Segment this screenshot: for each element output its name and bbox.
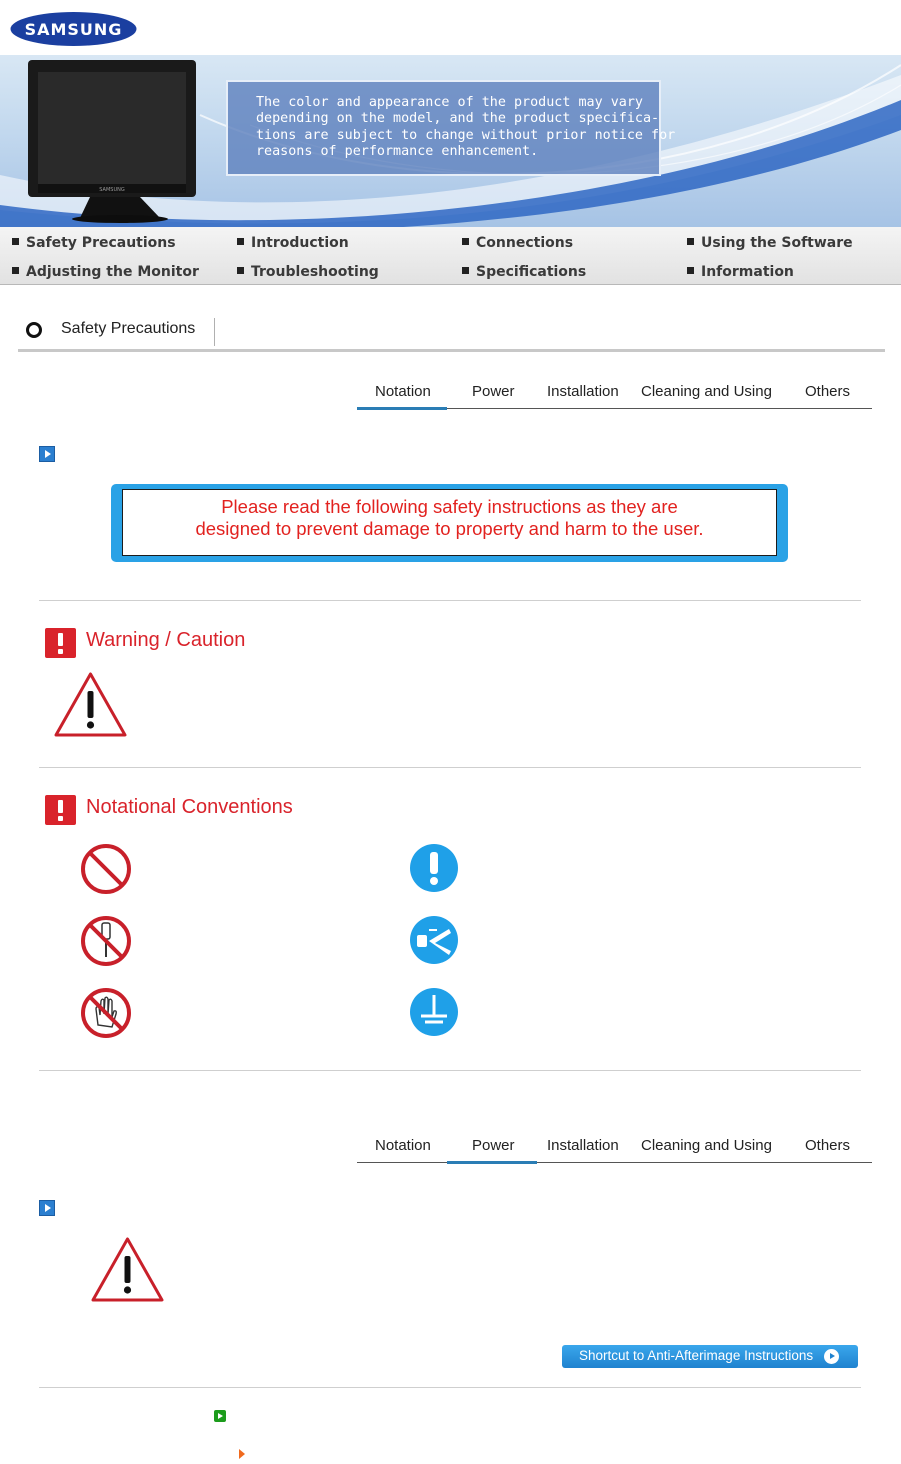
tab-power[interactable]: Power <box>472 383 515 400</box>
bullet-icon <box>237 238 244 245</box>
divider <box>39 1387 861 1388</box>
tab-installation[interactable]: Installation <box>547 1137 619 1154</box>
nav-specifications[interactable]: Specifications <box>462 264 586 280</box>
bullet-icon <box>237 267 244 274</box>
prohibited-icon <box>80 843 132 895</box>
section-tabs-notation <box>357 379 872 409</box>
divider <box>39 767 861 768</box>
nav-introduction[interactable]: Introduction <box>237 235 349 251</box>
bullet-icon <box>462 267 469 274</box>
anti-afterimage-shortcut-button[interactable]: Shortcut to Anti-Afterimage Instructions <box>562 1345 858 1368</box>
do-not-disassemble-icon <box>80 915 132 967</box>
notational-conventions-heading: Notational Conventions <box>45 795 365 825</box>
active-tab-indicator <box>447 1161 537 1164</box>
divider <box>39 1070 861 1071</box>
nav-connections[interactable]: Connections <box>462 235 573 251</box>
nav-using-the-software[interactable]: Using the Software <box>687 235 853 251</box>
header-divider <box>214 318 215 346</box>
nav-adjusting-the-monitor[interactable]: Adjusting the Monitor <box>12 264 199 280</box>
section-tabs-power <box>357 1133 872 1163</box>
tab-notation[interactable]: Notation <box>375 1137 431 1154</box>
bullet-icon <box>687 267 694 274</box>
active-tab-indicator <box>357 407 447 410</box>
warning-caution-heading: Warning / Caution <box>45 628 345 658</box>
monitor-image <box>20 58 205 223</box>
tab-others[interactable]: Others <box>805 383 851 400</box>
divider <box>39 600 861 601</box>
svg-text:SAMSUNG: SAMSUNG <box>99 187 125 193</box>
important-exclamation-icon <box>409 843 459 893</box>
product-notice: The color and appearance of the product may vary depending on the model, and the product specifica- tions are subject to change without prior notice for reasons of performance enhancement. <box>226 80 661 176</box>
circle-bullet-icon <box>26 322 42 338</box>
orange-arrow-icon <box>239 1449 245 1459</box>
nav-information[interactable]: Information <box>687 264 794 280</box>
tab-notation[interactable]: Notation <box>375 383 431 400</box>
bullet-icon <box>12 267 19 274</box>
nav-troubleshooting[interactable]: Troubleshooting <box>237 264 379 280</box>
tab-cleaning-and-using[interactable]: Cleaning and Using <box>641 1137 772 1154</box>
samsung-logo <box>8 8 139 48</box>
tab-cleaning-and-using[interactable]: Cleaning and Using <box>641 383 772 400</box>
bullet-icon <box>462 238 469 245</box>
section-arrow-icon <box>39 1200 55 1216</box>
main-nav <box>0 227 901 285</box>
ground-icon <box>409 987 459 1037</box>
exclamation-icon <box>45 628 76 658</box>
svg-text:SAMSUNG: SAMSUNG <box>24 20 123 39</box>
exclamation-icon <box>45 795 76 825</box>
tab-installation[interactable]: Installation <box>547 383 619 400</box>
nav-safety-precautions[interactable]: Safety Precautions <box>12 235 176 251</box>
section-arrow-icon <box>39 446 55 462</box>
bullet-icon <box>687 238 694 245</box>
warning-triangle-icon <box>90 1236 165 1303</box>
page-title: Safety Precautions <box>61 320 196 337</box>
intro-notice <box>111 484 788 562</box>
unplug-icon <box>409 915 459 965</box>
green-arrow-icon <box>214 1410 226 1422</box>
tab-others[interactable]: Others <box>805 1137 851 1154</box>
intro-text: Please read the following safety instructions as they are designed to prevent damage to property and harm to the user. <box>122 489 777 556</box>
page-header <box>18 314 885 352</box>
tab-power[interactable]: Power <box>472 1137 515 1154</box>
bullet-icon <box>12 238 19 245</box>
play-icon <box>824 1349 839 1364</box>
do-not-touch-icon <box>80 987 132 1039</box>
product-banner <box>0 55 901 227</box>
warning-triangle-icon <box>53 671 128 738</box>
